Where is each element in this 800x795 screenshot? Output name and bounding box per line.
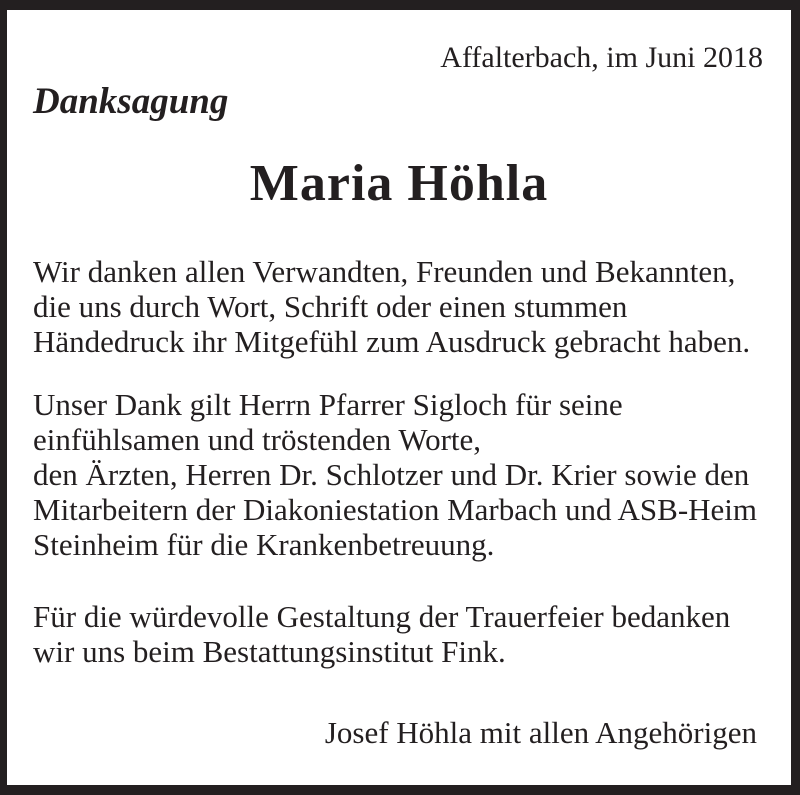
text-line: den Ärzten, Herren Dr. Schlotzer und Dr. Krier sowie den [33, 457, 750, 492]
dateline: Affalterbach, im Juni 2018 [440, 41, 763, 74]
text-line: Händedruck ihr Mitgefühl zum Ausdruck gebracht haben. [33, 324, 751, 359]
text-line: Steinheim für die Krankenbetreuung. [33, 527, 495, 562]
paragraph-thanks-general [7, 254, 791, 359]
text-line: Für die würdevolle Gestaltung der Trauerfeier bedanken [33, 599, 731, 634]
text-line: Unser Dank gilt Herrn Pfarrer Sigloch für seine [33, 387, 623, 422]
notice-type-heading: Danksagung [33, 81, 229, 122]
text-line: Mitarbeitern der Diakoniestation Marbach und ASB-Heim [33, 492, 758, 527]
signature-line: Josef Höhla mit allen Angehörigen [324, 715, 757, 750]
deceased-name: Maria Höhla [249, 155, 549, 212]
text-line: die uns durch Wort, Schrift oder einen stummen [33, 289, 628, 324]
text-line: einfühlsamen und tröstenden Worte, [33, 422, 482, 457]
paragraph-thanks-funeral [7, 599, 791, 669]
text-line: wir uns beim Bestattungsinstitut Fink. [33, 634, 506, 669]
text-line: Wir danken allen Verwandten, Freunden und Bekannten, [33, 254, 736, 289]
paragraph-thanks-specific [7, 387, 791, 562]
